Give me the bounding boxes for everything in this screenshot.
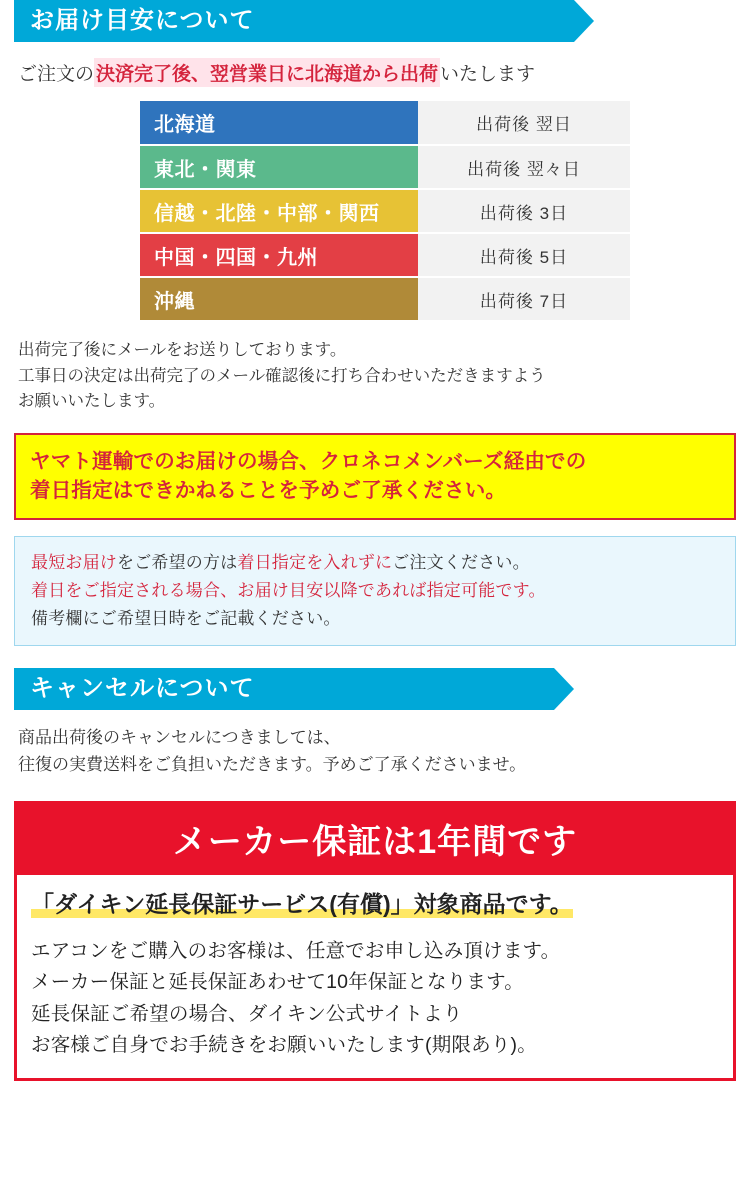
info-text: ご注文ください。 (392, 553, 530, 573)
table-row (140, 101, 630, 145)
info-line-3: 備考欄にご希望日時をご記載ください。 (31, 609, 341, 629)
table-cell-days: 出荷後 3日 (418, 189, 630, 233)
warranty-headline: メーカー保証は1年間です (17, 804, 733, 875)
warranty-text-line: 延長保証ご希望の場合、ダイキン公式サイトより (31, 1002, 463, 1025)
cancel-heading-text: キャンセルについて (30, 675, 255, 703)
info-text: をご希望の方は (117, 553, 238, 573)
table-cell-region: 北海道 (140, 101, 418, 145)
info-line-2 (31, 577, 723, 605)
delivery-section-header (14, 0, 574, 42)
delivery-table (140, 101, 630, 322)
delivery-intro-pre: ご注文の (18, 64, 95, 85)
delivery-intro-highlight: 決済完了後、翌営業日に北海道から出荷 (94, 58, 440, 87)
table-cell-days: 出荷後 翌々日 (418, 145, 630, 189)
info-emphasis-no-date: 着日指定を入れずに (237, 553, 393, 573)
info-emphasis-designate: 着日をご指定される場合、 (31, 581, 238, 601)
cancel-note-line: 商品出荷後のキャンセルにつきましては、 (18, 728, 341, 748)
delivery-intro-post: いたします (440, 64, 536, 85)
warranty-text (31, 936, 719, 1062)
info-line-1 (31, 549, 723, 577)
ribbon-arrow-icon (574, 0, 594, 42)
warranty-body (17, 875, 733, 1078)
cancel-section-header (14, 668, 554, 710)
delivery-note-line: 工事日の決定は出荷完了のメール確認後に打ち合わせいただきますよう (18, 366, 546, 385)
cancel-notes (14, 724, 736, 778)
table-cell-region: 中国・四国・九州 (140, 233, 418, 277)
warranty-text-line: メーカー保証と延長保証あわせて10年保証となります。 (31, 971, 524, 994)
delivery-heading-text: お届け目安について (30, 7, 255, 34)
table-cell-days: 出荷後 7日 (418, 277, 630, 321)
info-emphasis-after: お届け目安以降であれば指定可能です。 (237, 581, 546, 601)
cancel-note-line: 往復の実費送料をご負担いただきます。予めご了承くださいませ。 (18, 755, 527, 775)
delivery-intro (14, 58, 736, 87)
cancel-heading-banner (14, 668, 554, 710)
warranty-text-line: お客様ご自身でお手続きをお願いいたします(期限あり)。 (31, 1034, 537, 1057)
yamato-warning-line: ヤマト運輸でのお届けの場合、クロネコメンバーズ経由での (30, 449, 587, 473)
table-row (140, 277, 630, 321)
table-cell-days: 出荷後 翌日 (418, 101, 630, 145)
warranty-subline: 「ダイキン延長保証サービス(有償)」対象商品です。 (31, 890, 573, 917)
table-cell-region: 沖縄 (140, 277, 418, 321)
table-row (140, 233, 630, 277)
info-emphasis-shortest: 最短お届け (31, 553, 117, 573)
ribbon-arrow-icon (554, 668, 574, 710)
delivery-notes (14, 338, 736, 415)
yamato-warning-line: 着日指定はできかねることを予めご了承ください。 (30, 479, 507, 503)
table-cell-region: 東北・関東 (140, 145, 418, 189)
table-cell-region: 信越・北陸・中部・関西 (140, 189, 418, 233)
delivery-note-line: お願いいたします。 (18, 392, 166, 411)
delivery-heading-banner (14, 0, 574, 42)
yamato-warning-box (14, 433, 736, 520)
warranty-block (14, 801, 736, 1081)
table-cell-days: 出荷後 5日 (418, 233, 630, 277)
warranty-text-line: エアコンをご購入のお客様は、任意でお申し込み頂けます。 (31, 939, 561, 962)
delivery-note-line: 出荷完了後にメールをお送りしております。 (18, 341, 347, 359)
delivery-info-box (14, 536, 736, 646)
table-row (140, 145, 630, 189)
table-row (140, 189, 630, 233)
